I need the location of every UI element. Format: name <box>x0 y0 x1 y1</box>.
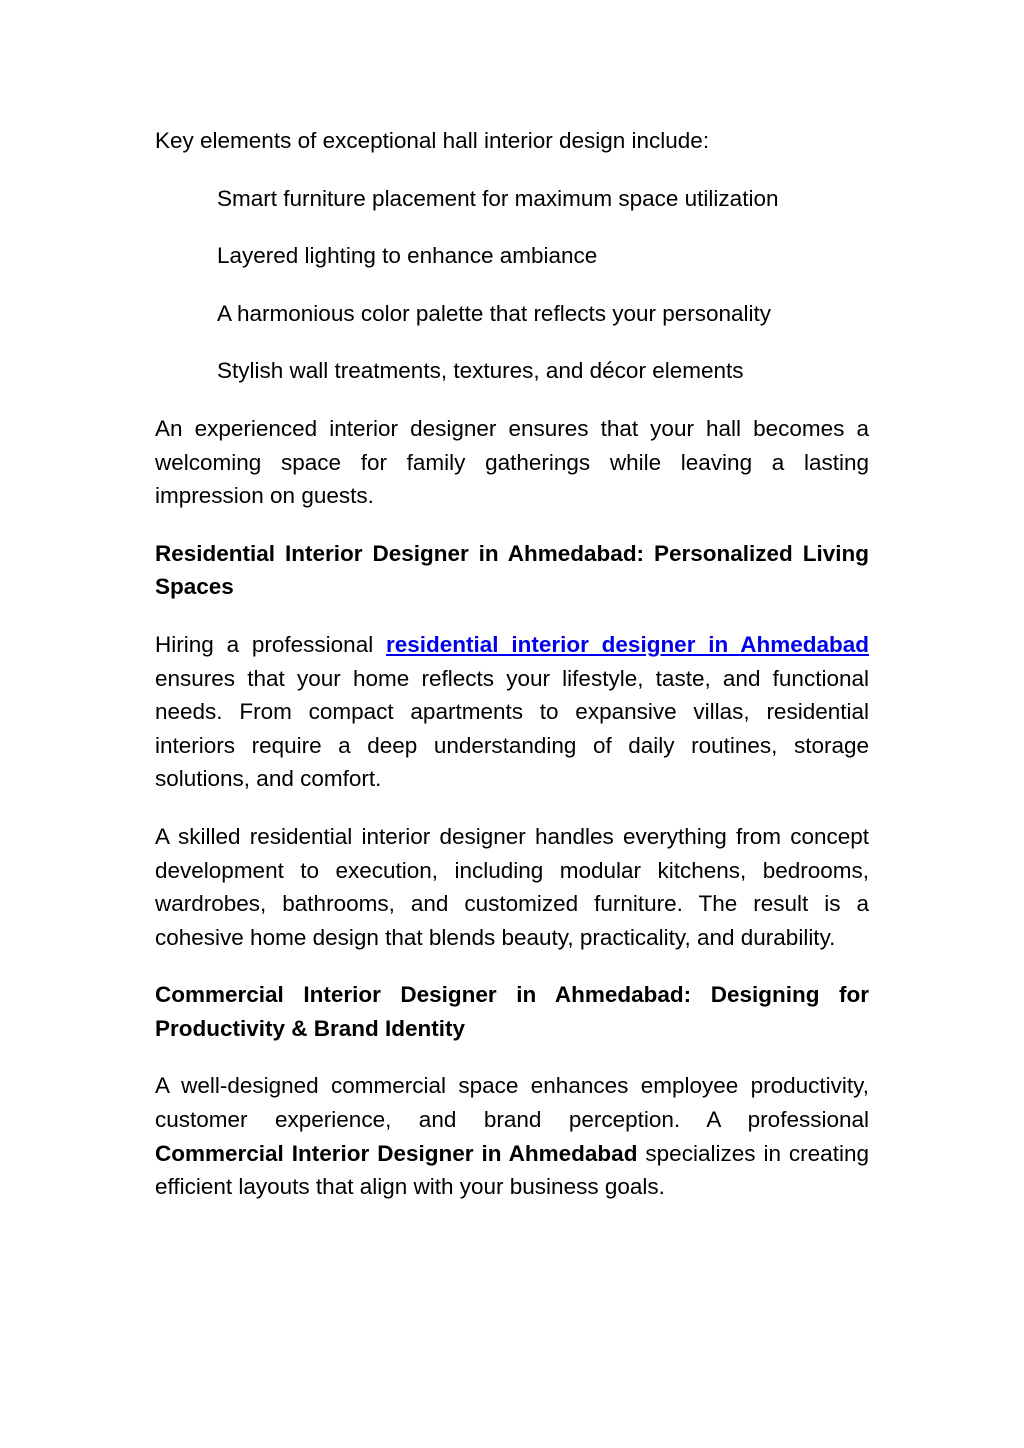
residential-designer-link[interactable]: residential interior designer in Ahmedabad <box>386 631 869 657</box>
list-item: Smart furniture placement for maximum space utilization <box>217 185 779 211</box>
residential-p1-after: ensures that your home reflects your lifestyle, taste, and functional needs. From compact apartments to expansive villas, residential interiors require a deep understanding of daily routines, storage solutions, and comfort. <box>155 665 869 792</box>
commercial-designer-bold: Commercial Interior Designer in Ahmedabad <box>155 1140 638 1166</box>
key-elements-list <box>155 182 869 388</box>
document-page <box>155 124 869 1228</box>
commercial-heading: Commercial Interior Designer in Ahmedabad: Designing for Productivity & Brand Identity <box>155 982 869 1041</box>
commercial-p1-after: specializes in creating efficient layouts that align with your business goals. <box>155 1140 869 1200</box>
intro-line: Key elements of exceptional hall interior design include: <box>155 128 710 153</box>
list-item: Stylish wall treatments, textures, and décor elements <box>217 358 744 384</box>
commercial-p1-before: A well-designed commercial space enhances employee productivity, customer experience, and brand perception. A professional <box>155 1073 869 1133</box>
residential-heading: Residential Interior Designer in Ahmedabad: Personalized Living Spaces <box>155 540 869 600</box>
commercial-paragraph-1 <box>155 1069 869 1203</box>
hall-paragraph: An experienced interior designer ensures that your hall becomes a welcoming space for family gatherings while leaving a lasting impression on guests. <box>155 415 869 509</box>
list-item: A harmonious color palette that reflects your personality <box>217 300 772 326</box>
list-item: Layered lighting to enhance ambiance <box>217 243 598 269</box>
residential-p1-before: Hiring a professional <box>155 631 387 657</box>
residential-paragraph-1 <box>155 628 869 796</box>
residential-paragraph-2: A skilled residential interior designer handles everything from concept development to execution, including modular kitchens, bedrooms, wardrobes, bathrooms, and customized furniture. The result is a cohesive home design that blends beauty, practicality, and durability. <box>155 823 869 950</box>
